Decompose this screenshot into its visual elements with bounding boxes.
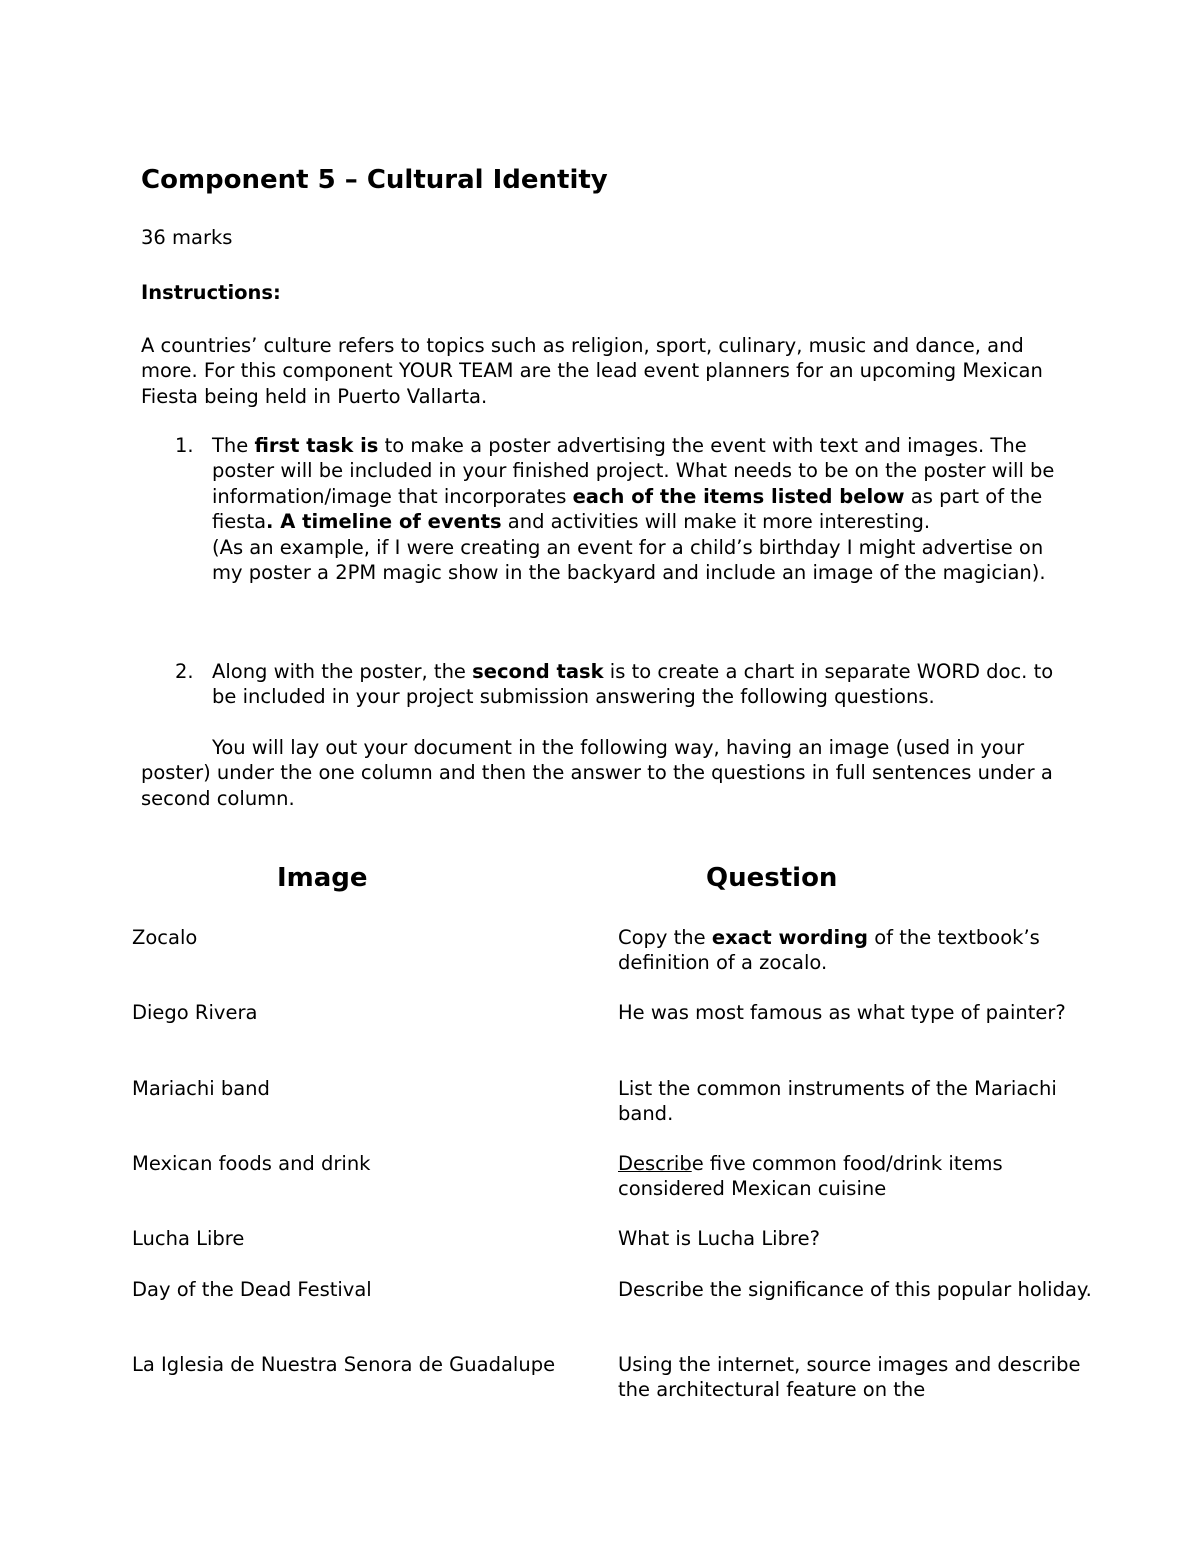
task-1 (141, 433, 1071, 585)
task-1-example: (As an example, if I were creating an event for a child’s birthday I might advertise on my poster a 2PM magic show in the backyard and include an image of the magician). (212, 535, 1046, 585)
row-image-mariachi-band: Mariachi band (132, 1077, 270, 1100)
row-image-diego-rivera: Diego Rivera (132, 1001, 258, 1024)
question-underlined: Describ (618, 1152, 692, 1175)
question-text: of the textbook’s definition of a zocalo. (618, 926, 1040, 975)
task-1-text: as part of the fiesta (212, 484, 1043, 534)
instructions-heading: Instructions: (141, 281, 281, 304)
row-question-day-of-the-dead: Describe the significance of this popular holiday. (618, 1278, 1092, 1301)
question-emphasis: exact wording (711, 926, 869, 949)
row-question-guadalupe: Using the internet, source images and describe the architectural feature on the (618, 1353, 1081, 1402)
question-text: Copy the (618, 926, 712, 949)
task-2-text: is to create a chart in separate WORD doc. to be included in your project submission answering the following questions. (212, 660, 1054, 709)
row-question-mexican-foods (618, 1151, 1098, 1202)
task-1-number: 1. (175, 434, 194, 457)
task-1-emphasis: . A timeline of events (266, 510, 502, 534)
marks-value: 36 marks (141, 226, 233, 249)
row-question-zocalo (618, 925, 1098, 976)
task-2 (141, 659, 1071, 710)
row-question-mariachi-band: List the common instruments of the Mariachi band. (618, 1077, 1057, 1126)
task-2-continuation: You will lay out your document in the following way, having an image (used in your poster) under the one column and then the answer to the questions in full sentences under a second column. (141, 736, 1053, 810)
task-2-number: 2. (175, 660, 194, 683)
page-title: Component 5 – Cultural Identity (141, 165, 608, 195)
row-question-diego-rivera: He was most famous as what type of painter? (618, 1001, 1066, 1024)
task-1-emphasis: first task is (254, 434, 379, 457)
intro-paragraph: A countries’ culture refers to topics such as religion, sport, culinary, music and dance, and more. For this component YOUR TEAM are the lead event planners for an upcoming Mexican Fiesta being held in Puerto Vallarta. (141, 334, 1043, 408)
question-column-header: Question (706, 863, 838, 893)
question-text: e five common food/drink items considered Mexican cuisine (618, 1152, 1003, 1201)
row-question-lucha-libre: What is Lucha Libre? (618, 1227, 820, 1250)
row-image-mexican-foods: Mexican foods and drink (132, 1152, 371, 1175)
task-2-body (212, 659, 1071, 710)
row-image-zocalo: Zocalo (132, 926, 198, 949)
image-column-header: Image (277, 863, 368, 893)
task-1-text: The (212, 434, 255, 457)
task-2-emphasis: second task (472, 660, 604, 683)
task-1-text: to make a poster advertising the event with text and images. The poster will be included in your finished project. What needs to be on the poster will be information/image that incorporates (212, 434, 1055, 508)
task-1-body (212, 433, 1071, 585)
row-image-day-of-the-dead: Day of the Dead Festival (132, 1278, 372, 1301)
row-image-lucha-libre: Lucha Libre (132, 1227, 245, 1250)
task-1-emphasis: each of the items listed below (572, 484, 905, 508)
task-2-text: Along with the poster, the (212, 660, 473, 683)
row-image-guadalupe: La Iglesia de Nuestra Senora de Guadalupe (132, 1353, 556, 1376)
task-1-text: and activities will make it more interesting. (501, 510, 931, 534)
